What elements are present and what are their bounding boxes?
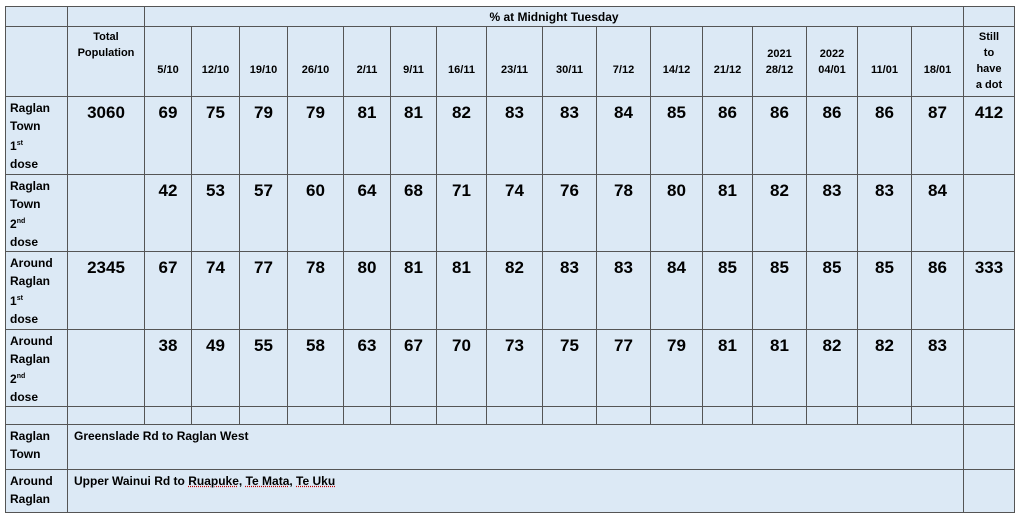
value-cell: 80 <box>651 175 703 252</box>
area-label: Around Raglan <box>6 470 68 513</box>
area-spacer <box>964 425 1015 470</box>
value-cell: 83 <box>487 97 543 175</box>
blank-cell <box>391 407 437 425</box>
header-span-row <box>6 7 1015 27</box>
area-label: Raglan Town <box>6 425 68 470</box>
blank-cell <box>68 407 145 425</box>
blank-cell <box>753 407 807 425</box>
table-row <box>6 175 1015 252</box>
value-cell: 64 <box>344 175 391 252</box>
still-cell: 333 <box>964 252 1015 330</box>
value-cell: 67 <box>145 252 192 330</box>
blank-cell <box>543 407 597 425</box>
blank-cell <box>964 407 1015 425</box>
blank-cell <box>437 407 487 425</box>
still-to-have-dot-header: Still to have a dot <box>964 27 1015 97</box>
date-header: 2022 04/01 <box>807 27 858 97</box>
value-cell: 82 <box>487 252 543 330</box>
blank-cell <box>651 407 703 425</box>
value-cell: 60 <box>288 175 344 252</box>
date-header: 16/11 <box>437 27 487 97</box>
date-header: 30/11 <box>543 27 597 97</box>
value-cell: 75 <box>192 97 240 175</box>
blank-cell <box>240 407 288 425</box>
population-cell: 2345 <box>68 252 145 330</box>
value-cell: 68 <box>391 175 437 252</box>
value-cell: 86 <box>858 97 912 175</box>
area-spacer <box>964 470 1015 513</box>
value-cell: 55 <box>240 330 288 407</box>
value-cell: 69 <box>145 97 192 175</box>
table-row <box>6 97 1015 175</box>
value-cell: 81 <box>703 330 753 407</box>
value-cell: 81 <box>753 330 807 407</box>
date-header: 7/12 <box>597 27 651 97</box>
place-te-mata: Te Mata <box>245 474 290 488</box>
blank-cell <box>703 407 753 425</box>
value-cell: 81 <box>391 252 437 330</box>
value-cell: 38 <box>145 330 192 407</box>
value-cell: 57 <box>240 175 288 252</box>
value-cell: 42 <box>145 175 192 252</box>
date-header: 9/11 <box>391 27 437 97</box>
value-cell: 82 <box>807 330 858 407</box>
blank-cell <box>344 407 391 425</box>
value-cell: 80 <box>344 252 391 330</box>
total-population-header: Total Population <box>68 27 145 97</box>
table-row <box>6 330 1015 407</box>
vaccination-table-container <box>5 6 1015 513</box>
date-header: 14/12 <box>651 27 703 97</box>
value-cell: 83 <box>858 175 912 252</box>
place-te-uku: Te Uku <box>296 474 336 488</box>
row-label: Raglan Town 2nd dose <box>6 175 68 252</box>
population-cell <box>68 175 145 252</box>
value-cell: 84 <box>651 252 703 330</box>
value-cell: 85 <box>807 252 858 330</box>
value-cell: 83 <box>597 252 651 330</box>
value-cell: 70 <box>437 330 487 407</box>
date-header: 19/10 <box>240 27 288 97</box>
value-cell: 82 <box>753 175 807 252</box>
value-cell: 85 <box>651 97 703 175</box>
value-cell: 85 <box>703 252 753 330</box>
area-row-around-raglan <box>6 470 1015 513</box>
value-cell: 58 <box>288 330 344 407</box>
vaccination-table <box>5 6 1015 513</box>
still-cell: 412 <box>964 97 1015 175</box>
value-cell: 86 <box>703 97 753 175</box>
date-header: 26/10 <box>288 27 344 97</box>
value-cell: 76 <box>543 175 597 252</box>
value-cell: 74 <box>192 252 240 330</box>
value-cell: 87 <box>912 97 964 175</box>
value-cell: 82 <box>437 97 487 175</box>
value-cell: 83 <box>807 175 858 252</box>
value-cell: 49 <box>192 330 240 407</box>
date-header: 12/10 <box>192 27 240 97</box>
value-cell: 78 <box>288 252 344 330</box>
value-cell: 67 <box>391 330 437 407</box>
date-header: 23/11 <box>487 27 543 97</box>
blank-cell <box>858 407 912 425</box>
value-cell: 83 <box>543 252 597 330</box>
value-cell: 74 <box>487 175 543 252</box>
blank-row <box>6 407 1015 425</box>
date-header: 2021 28/12 <box>753 27 807 97</box>
population-cell: 3060 <box>68 97 145 175</box>
value-cell: 86 <box>912 252 964 330</box>
value-cell: 75 <box>543 330 597 407</box>
corner-cell <box>6 7 68 27</box>
place-ruapuke: Ruapuke <box>188 474 239 488</box>
value-cell: 79 <box>651 330 703 407</box>
value-cell: 86 <box>807 97 858 175</box>
value-cell: 84 <box>912 175 964 252</box>
still-cell <box>964 330 1015 407</box>
still-header-spacer <box>964 7 1015 27</box>
value-cell: 83 <box>543 97 597 175</box>
blank-cell <box>487 407 543 425</box>
value-cell: 81 <box>344 97 391 175</box>
value-cell: 85 <box>753 252 807 330</box>
value-cell: 83 <box>912 330 964 407</box>
value-cell: 77 <box>240 252 288 330</box>
value-cell: 63 <box>344 330 391 407</box>
blank-cell <box>6 407 68 425</box>
value-cell: 81 <box>437 252 487 330</box>
still-cell <box>964 175 1015 252</box>
value-cell: 85 <box>858 252 912 330</box>
blank-cell <box>912 407 964 425</box>
blank-cell <box>288 407 344 425</box>
table-row <box>6 252 1015 330</box>
value-cell: 79 <box>240 97 288 175</box>
date-header: 21/12 <box>703 27 753 97</box>
midnight-tuesday-header: % at Midnight Tuesday <box>145 7 964 27</box>
value-cell: 78 <box>597 175 651 252</box>
date-header: 18/01 <box>912 27 964 97</box>
value-cell: 86 <box>753 97 807 175</box>
blank-cell <box>145 407 192 425</box>
row-label: Raglan Town 1st dose <box>6 97 68 175</box>
value-cell: 53 <box>192 175 240 252</box>
row-label: Around Raglan 1st dose <box>6 252 68 330</box>
blank-cell <box>597 407 651 425</box>
date-header: 11/01 <box>858 27 912 97</box>
value-cell: 71 <box>437 175 487 252</box>
value-cell: 79 <box>288 97 344 175</box>
value-cell: 73 <box>487 330 543 407</box>
population-header-spacer <box>68 7 145 27</box>
value-cell: 81 <box>391 97 437 175</box>
blank-cell <box>192 407 240 425</box>
blank-cell <box>807 407 858 425</box>
area-description: Greenslade Rd to Raglan West <box>68 425 964 470</box>
value-cell: 81 <box>703 175 753 252</box>
area-row-raglan-town <box>6 425 1015 470</box>
area-description: Upper Wainui Rd to Ruapuke, Te Mata, Te Uku <box>68 470 964 513</box>
row-label-header <box>6 27 68 97</box>
header-columns-row <box>6 27 1015 97</box>
date-header: 5/10 <box>145 27 192 97</box>
value-cell: 77 <box>597 330 651 407</box>
row-label: Around Raglan 2nd dose <box>6 330 68 407</box>
population-cell <box>68 330 145 407</box>
date-header: 2/11 <box>344 27 391 97</box>
value-cell: 82 <box>858 330 912 407</box>
value-cell: 84 <box>597 97 651 175</box>
